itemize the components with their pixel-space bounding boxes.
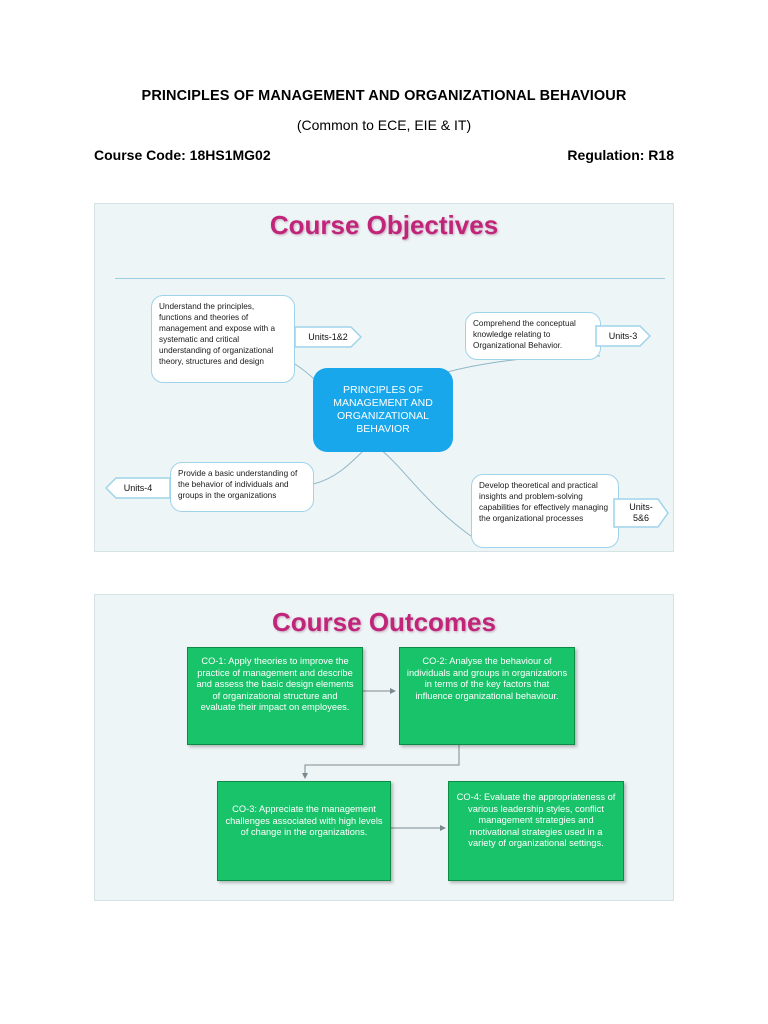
course-outcomes-heading: Course Outcomes	[272, 607, 496, 637]
objective-text-4: Develop theoretical and practical insights and problem-solving capabilities for effectively managing the organizational processes	[479, 481, 609, 523]
unit-tag-1	[294, 326, 362, 348]
objective-text-2: Comprehend the conceptual knowledge relating to Organizational Behavior.	[473, 319, 576, 350]
outcome-box-3: CO-3: Appreciate the management challenges associated with high levels of change in the organizations.	[217, 781, 391, 881]
unit-label-3: Units-4	[123, 482, 153, 493]
objective-bubble-2	[465, 312, 601, 360]
center-node: PRINCIPLES OF MANAGEMENT AND ORGANIZATIONAL BEHAVIOR	[313, 368, 453, 452]
unit-label-2: Units-3	[608, 330, 638, 341]
unit-tag-4	[613, 498, 669, 528]
document-title: PRINCIPLES OF MANAGEMENT AND ORGANIZATIONAL BEHAVIOUR	[141, 88, 627, 104]
objective-bubble-3	[170, 462, 314, 512]
unit-tag-2	[595, 325, 651, 347]
unit-tag-3	[105, 477, 171, 499]
unit-label-1: Units-1&2	[308, 331, 348, 342]
objective-text-1: Understand the principles, functions and theories of management and expose with a systematic and critical understanding of organizational theory, structures and design	[159, 302, 276, 366]
course-outcomes-panel	[94, 594, 674, 901]
unit-label-4: Units-5&6	[629, 502, 653, 523]
course-code: Course Code: 18HS1MG02	[94, 147, 271, 163]
regulation: Regulation: R18	[567, 147, 674, 163]
outcome-box-4: CO-4: Evaluate the appropriateness of various leadership styles, conflict management strategies and motivational strategies used in a variety of organizational settings.	[448, 781, 624, 881]
course-objectives-heading: Course Objectives	[269, 210, 499, 240]
objective-bubble-4	[471, 474, 619, 548]
outcome-box-1: CO-1: Apply theories to improve the practice of management and describe and assess the basic design elements of organizational structure and evaluate their impact on employees.	[187, 647, 363, 745]
course-objectives-panel	[94, 203, 674, 552]
objective-bubble-1	[151, 295, 295, 383]
outcome-box-2: CO-2: Analyse the behaviour of individuals and groups in organizations in terms of the key factors that influence organizational behaviour.	[399, 647, 575, 745]
objective-text-3: Provide a basic understanding of the behavior of individuals and groups in the organizations	[178, 469, 298, 500]
document-subtitle: (Common to ECE, EIE & IT)	[296, 117, 472, 133]
